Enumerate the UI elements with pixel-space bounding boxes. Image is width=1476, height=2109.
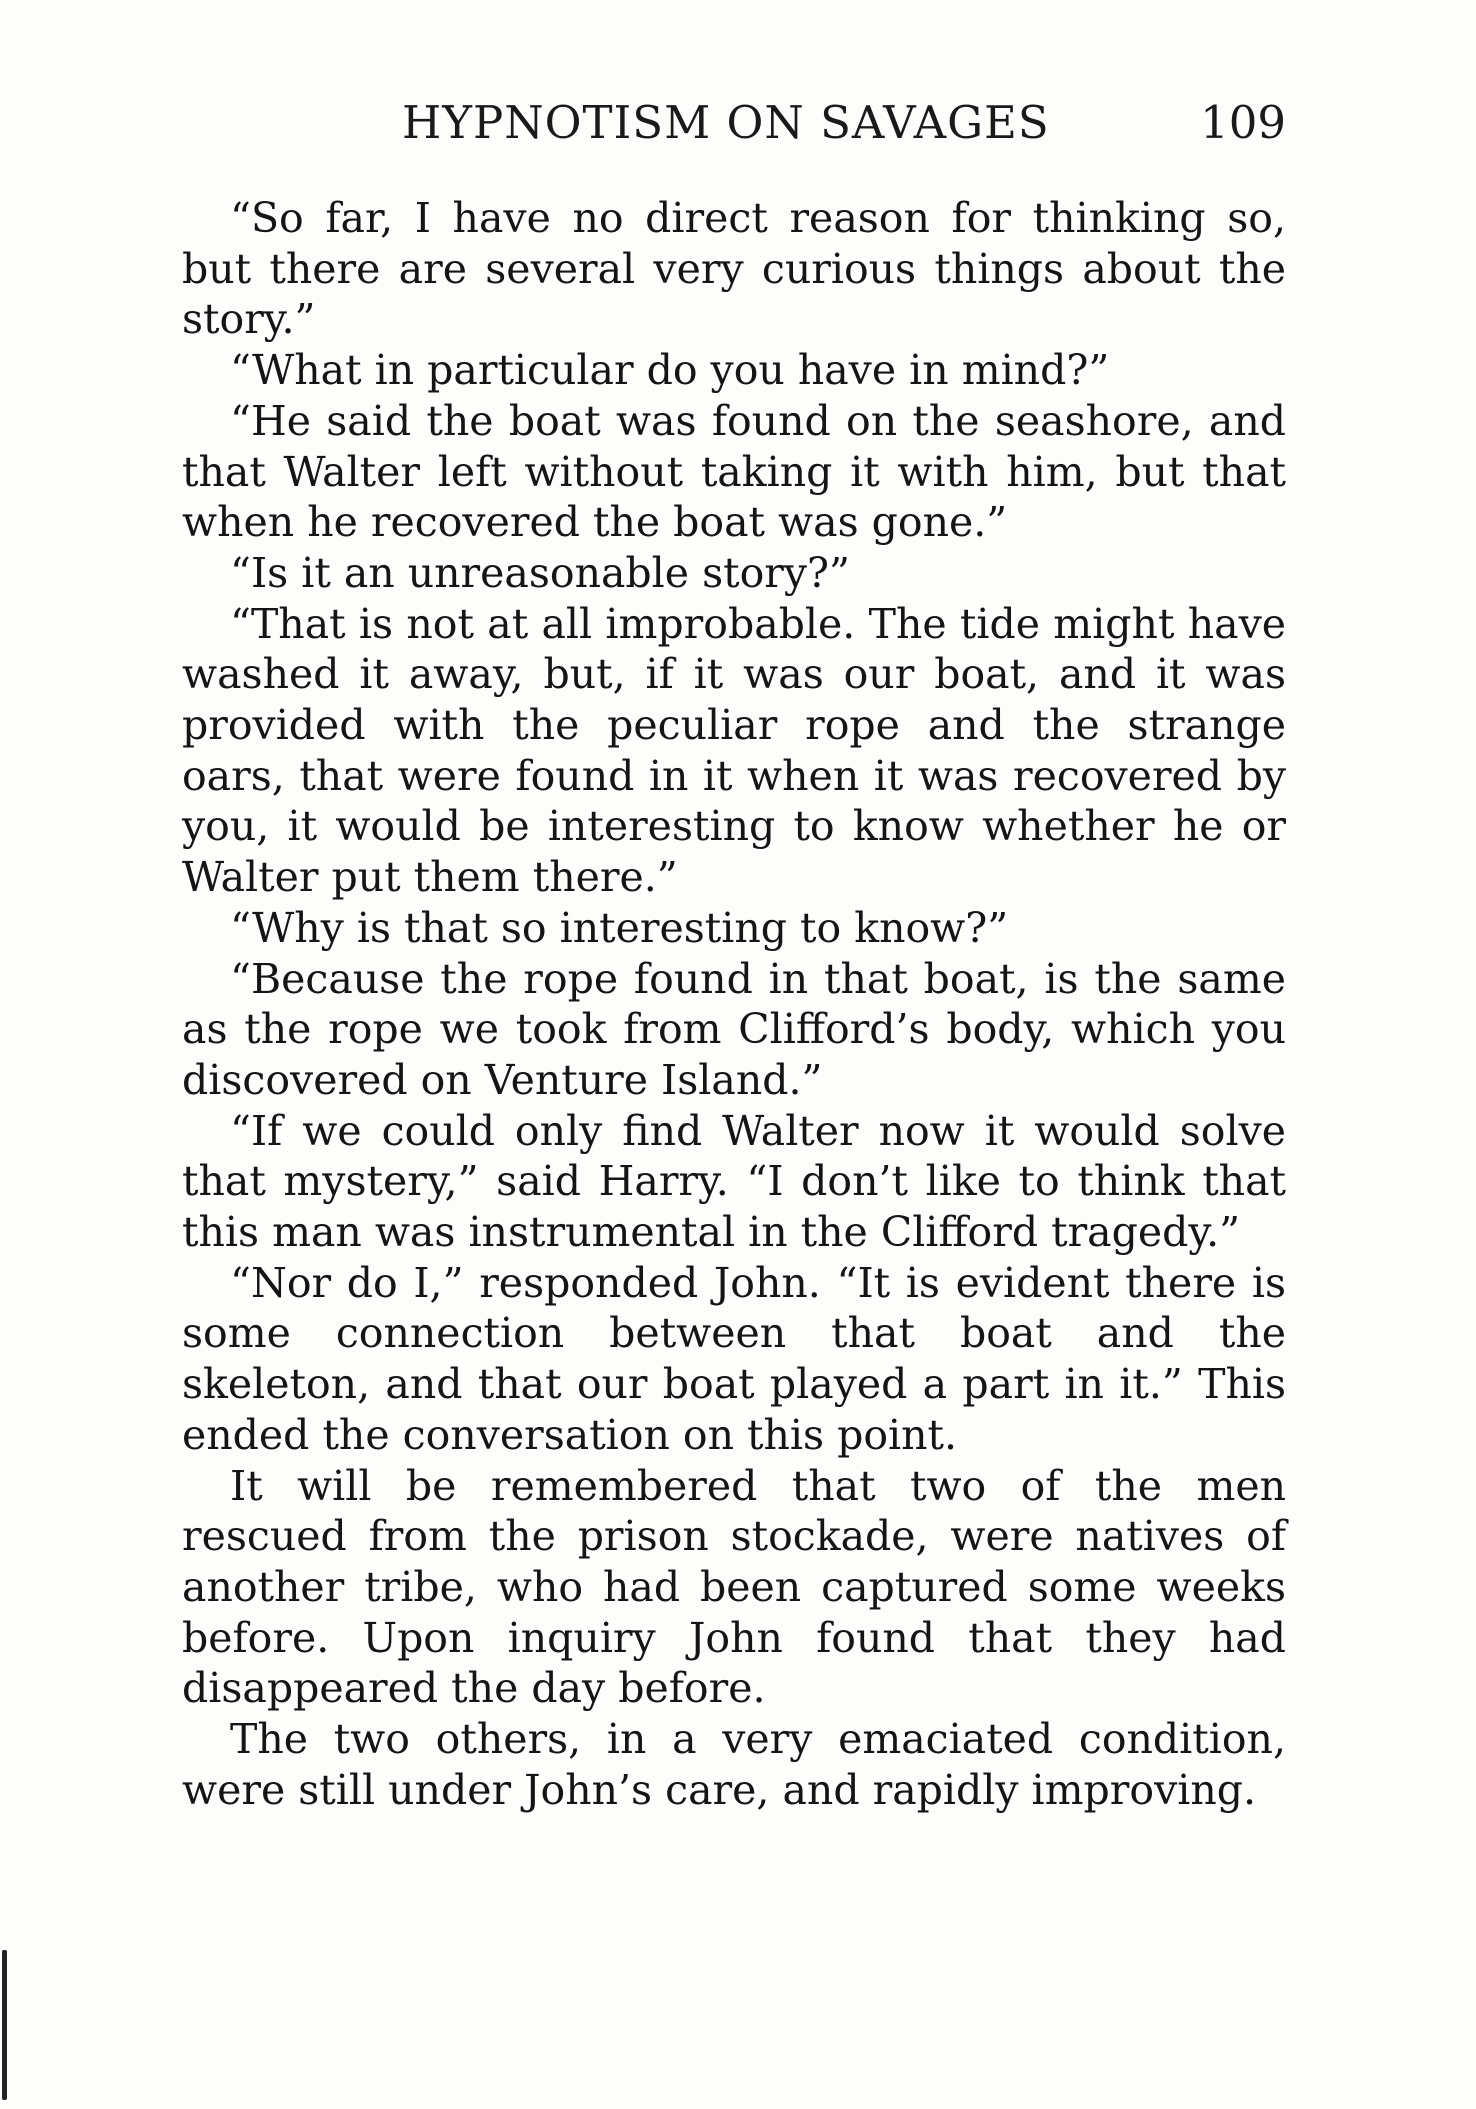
page-header (182, 96, 1286, 156)
running-title: HYPNOTISM ON SAVAGES (402, 96, 1050, 149)
body-text (182, 193, 1286, 1816)
page-number: 109 (1200, 96, 1286, 149)
paragraph: “Is it an unreasonable story?” (230, 548, 850, 597)
paragraph: It will be remembered that two of the men rescued from the prison stockade, were natives of another tribe, who had been captured some weeks before. Upon inquiry John found that they had disappeared the day before. (182, 1461, 1286, 1713)
paragraph: “Because the rope found in that boat, is the same as the rope we took from Clifford’s body, which you discovered on Venture Island.” (182, 954, 1286, 1104)
paragraph: The two others, in a very emaciated condition, were still under John’s care, and rapidly improving. (182, 1715, 1286, 1814)
paragraph: “Nor do I,” responded John. “It is evident there is some connection between that boat and the skeleton, and that our boat played a part in it.” This ended the conversation on this point. (182, 1258, 1286, 1459)
paragraph: “That is not at all improbable. The tide might have washed it away, but, if it was our boat, and it was provided with the peculiar rope and the strange oars, that were found in it when it was recovered by you, it would be interesting to know whether he or Walter put them there.” (182, 599, 1286, 902)
paragraph: “So far, I have no direct reason for thinking so, but there are several very curious things about the story.” (182, 194, 1286, 344)
paragraph: “What in particular do you have in mind?” (230, 346, 1110, 395)
paragraph: “Why is that so interesting to know?” (230, 903, 1009, 952)
paragraph: “If we could only find Walter now it would solve that mystery,” said Harry. “I don’t like to think that this man was instrumental in the Clifford tragedy.” (182, 1106, 1286, 1257)
scan-edge-mark (2, 1950, 7, 2100)
paragraph: “He said the boat was found on the seashore, and that Walter left without taking it with him, but that when he recovered the boat was gone.” (182, 396, 1286, 547)
